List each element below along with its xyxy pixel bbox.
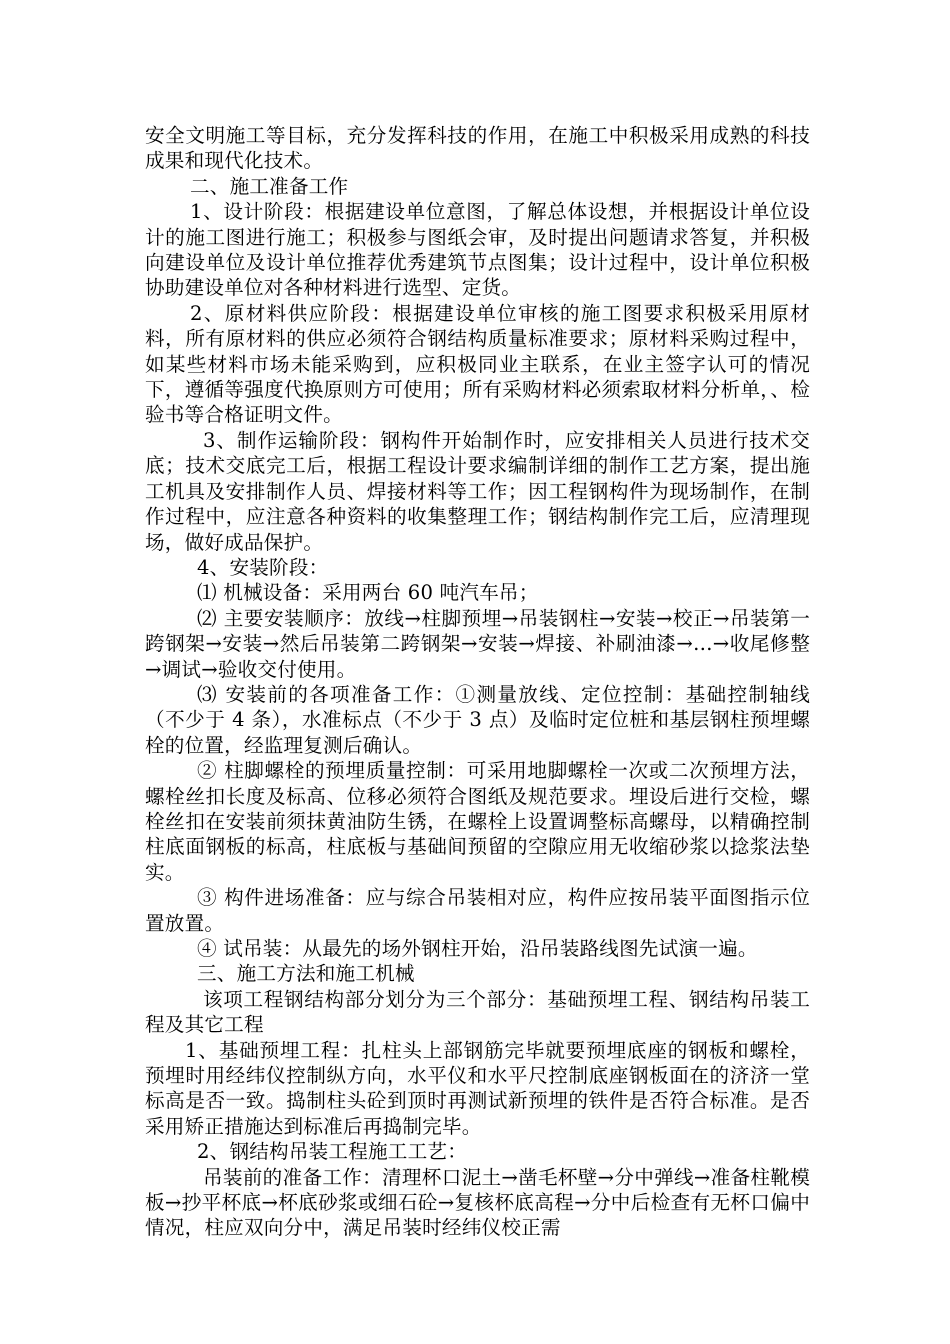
- paragraph: ⑴ 机械设备：采用两台 60 吨汽车吊；: [197, 581, 539, 605]
- paragraph: 1、基础预埋工程：扎柱头上部钢筋完毕就要预埋底座的钢板和螺栓，预埋时用经纬仪控制纵方向，水平仪和水平尺控制底座钢板面在的济济一堂标高是否一致。捣制柱头砼到顶时再测试新预埋的铁件是否符合标准。是否采用矫正措施达到标准后再捣制完毕。: [145, 1038, 810, 1138]
- document-page: [145, 123, 810, 1241]
- paragraph: 该项工程钢结构部分划分为三个部分：基础预埋工程、钢结构吊装工程及其它工程: [145, 987, 810, 1037]
- paragraph: ④ 试吊装：从最先的场外钢柱开始，沿吊装路线图先试演一遍。: [197, 937, 758, 960]
- paragraph: ③ 构件进场准备：应与综合吊装相对应，构件应按吊装平面图指示位置放置。: [145, 886, 810, 935]
- paragraph: 3、制作运输阶段：钢构件开始制作时，应安排相关人员进行技术交底；技术交底完工后，根据工程设计要求编制详细的制作工艺方案，提出施工机具及安排制作人员、焊接材料等工作；因工程钢构件为现场制作，在制作过程中，应注意各种资料的收集整理工作；钢结构制作完工后，应清理现场，做好成品保护。: [145, 428, 810, 554]
- paragraph: 2、原材料供应阶段：根据建设单位审核的施工图要求积极采用原材料，所有原材料的供应必须符合钢结构质量标准要求；原材料采购过程中，如某些材料市场未能采购到，应积极同业主联系，在业主签字认可的情况下，遵循等强度代换原则方可使用；所有采购材料必须索取材料分析单，、检验书等合格证明文件。: [145, 301, 810, 427]
- section-heading: 二、施工准备工作: [190, 174, 349, 198]
- section-heading: 三、施工方法和施工机械: [197, 962, 415, 986]
- paragraph: ⑵ 主要安装顺序：放线→柱脚预埋→吊装钢柱→安装→校正→吊装第一跨钢架→安装→然后吊装第二跨钢架→安装→焊接、补刷油漆→…→收尾修整→调试→验收交付使用。: [145, 606, 810, 681]
- paragraph: 吊装前的准备工作：清理杯口泥土→凿毛杯壁→分中弹线→准备柱靴模板→抄平杯底→杯底砂浆或细石砼→复核杯底高程→分中后检查有无杯口偏中情况，柱应双向分中，满足吊装时经纬仪校正需: [145, 1165, 810, 1240]
- paragraph: 安全文明施工等目标，充分发挥科技的作用，在施工中积极采用成熟的科技成果和现代化技术。: [145, 124, 810, 173]
- paragraph: ⑶ 安装前的各项准备工作：①测量放线、定位控制：基础控制轴线（不少于 4 条），水准标点（不少于 3 点）及临时定位桩和基层钢柱预埋螺栓的位置，经监理复测后确认。: [145, 682, 810, 757]
- paragraph: 2、钢结构吊装工程施工工艺：: [197, 1140, 467, 1164]
- paragraph: ② 柱脚螺栓的预埋质量控制：可采用地脚螺栓一次或二次预埋方法，螺栓丝扣长度及标高、位移必须符合图纸及规范要求。埋设后进行交检，螺栓丝扣在安装前须抹黄油防生锈，在螺栓上设置调整标高螺母，以精确控制柱底面钢板的标高，柱底板与基础间预留的空隙应用无收缩砂浆以捻浆法垫实。: [145, 759, 810, 884]
- paragraph: 4、安装阶段：: [197, 555, 329, 579]
- paragraph: 1、设计阶段：根据建设单位意图，了解总体设想，并根据设计单位设计的施工图进行施工；积极参与图纸会审，及时提出问题请求答复，并积极向建设单位及设计单位推荐优秀建筑节点图集；设计过程中，设计单位积极协助建设单位对各种材料进行选型、定货。: [145, 200, 810, 300]
